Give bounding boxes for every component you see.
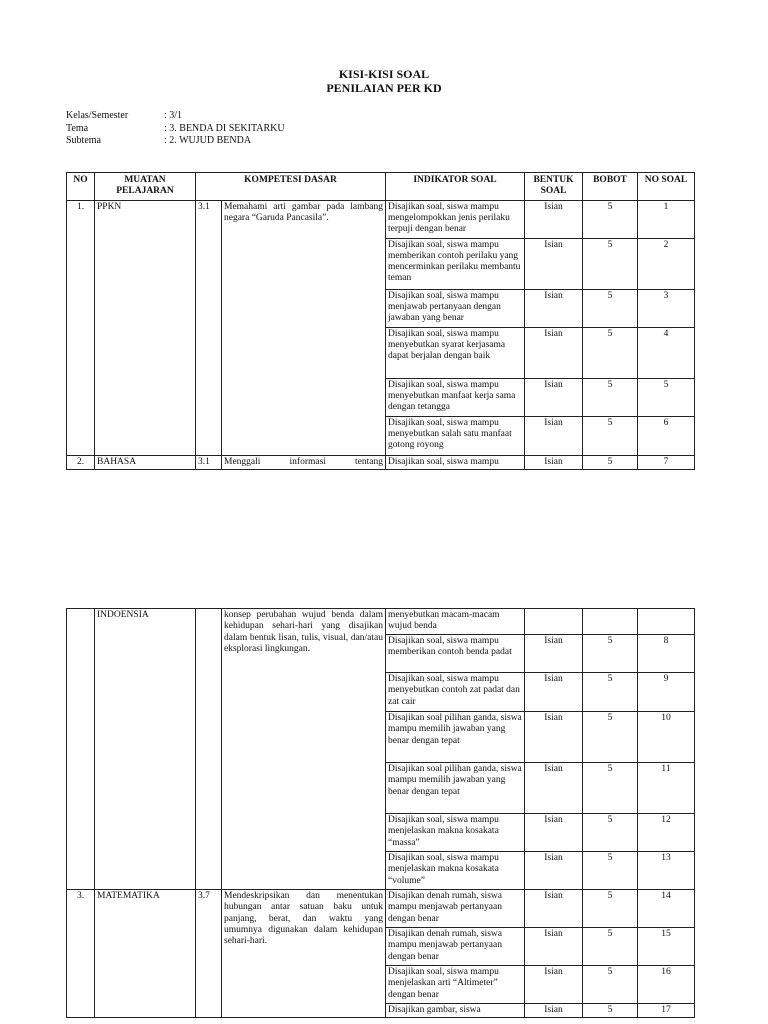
meta-label: Kelas/Semester [66, 110, 129, 121]
indikator-cell: Disajikan soal, siswa mampu menyebutkan manfaat kerja sama dengan tetangga [386, 378, 525, 416]
bobot-cell: 5 [583, 635, 638, 673]
bentuk-cell: Isian [525, 928, 583, 966]
kd-number: 3.1 [196, 455, 222, 469]
nosoal-cell: 12 [638, 814, 695, 852]
bobot-cell: 5 [583, 378, 638, 416]
subject-muatan: PPKN [95, 200, 196, 455]
bentuk-cell: Isian [525, 455, 583, 469]
bobot-cell: 5 [583, 712, 638, 763]
bentuk-cell [525, 609, 583, 635]
subject-muatan: BAHASA [95, 455, 196, 469]
nosoal-cell: 9 [638, 673, 695, 712]
bentuk-cell: Isian [525, 416, 583, 455]
meta-label: Subtema [66, 135, 101, 146]
subject-no: 1. [67, 200, 95, 455]
subject-no: 3. [67, 890, 95, 1018]
bobot-cell: 5 [583, 814, 638, 852]
document-title: KISI-KISI SOAL [338, 67, 430, 81]
bobot-cell: 5 [583, 673, 638, 712]
indikator-cell: Disajikan gambar, siswa [386, 1004, 525, 1018]
bentuk-cell: Isian [525, 890, 583, 928]
bentuk-cell: Isian [525, 763, 583, 814]
bentuk-cell: Isian [525, 327, 583, 378]
indikator-cell: Disajikan soal, siswa mampu memberikan contoh perilaku yang mencerminkan perilaku membantu teman [386, 238, 525, 289]
bobot-cell: 5 [583, 1004, 638, 1018]
bentuk-cell: Isian [525, 852, 583, 890]
nosoal-cell: 4 [638, 327, 695, 378]
document-subtitle: PENILAIAN PER KD [326, 81, 442, 95]
bobot-cell: 5 [583, 416, 638, 455]
bobot-cell: 5 [583, 763, 638, 814]
bentuk-cell: Isian [525, 1004, 583, 1018]
bentuk-cell: Isian [525, 289, 583, 327]
indikator-cell: Disajikan soal, siswa mampu menyebutkan syarat kerjasama dapat berjalan dengan baik [386, 327, 525, 378]
indikator-cell: Disajikan soal, siswa mampu [386, 455, 525, 469]
kd-number: 3.7 [196, 890, 222, 1018]
bobot-cell: 5 [583, 238, 638, 289]
bentuk-cell: Isian [525, 814, 583, 852]
indikator-cell: Disajikan denah rumah, siswa mampu menjawab pertanyaan dengan benar [386, 928, 525, 966]
table-row [67, 609, 695, 635]
nosoal-cell: 2 [638, 238, 695, 289]
bobot-cell: 5 [583, 890, 638, 928]
table-row [67, 200, 695, 238]
header-no: NO [67, 173, 95, 201]
indikator-cell: Disajikan denah rumah, siswa mampu menjawab pertanyaan dengan benar [386, 890, 525, 928]
nosoal-cell: 16 [638, 966, 695, 1004]
bentuk-cell: Isian [525, 673, 583, 712]
meta-value: : 3. BENDA DI SEKITARKU [164, 122, 285, 134]
subject-muatan: INDOENSIA [95, 609, 196, 890]
bentuk-cell: Isian [525, 712, 583, 763]
bobot-cell: 5 [583, 928, 638, 966]
nosoal-cell [638, 609, 695, 635]
meta-row-tema [66, 123, 285, 136]
nosoal-cell: 13 [638, 852, 695, 890]
indikator-cell: Disajikan soal, siswa mampu menjelaskan makna kosakata “volume” [386, 852, 525, 890]
nosoal-cell: 3 [638, 289, 695, 327]
indikator-cell: Disajikan soal, siswa mampu menjelaskan arti “Altimeter” dengan benar [386, 966, 525, 1004]
nosoal-cell: 1 [638, 200, 695, 238]
kd-description: Menggali informasi tentang [222, 455, 386, 469]
bentuk-cell: Isian [525, 378, 583, 416]
meta-row-kelas [66, 110, 285, 123]
nosoal-cell: 7 [638, 455, 695, 469]
indikator-cell: Disajikan soal, siswa mampu mengelompokkan jenis perilaku terpuji dengan benar [386, 200, 525, 238]
nosoal-cell: 8 [638, 635, 695, 673]
kd-number: 3.1 [196, 200, 222, 455]
indikator-cell: Disajikan soal, siswa mampu memberikan contoh benda padat [386, 635, 525, 673]
kd-number [196, 609, 222, 890]
meta-label: Tema [66, 122, 89, 134]
kisi-table-page-1 [66, 172, 695, 470]
kisi-table-page-2 [66, 608, 695, 1018]
document-meta [66, 110, 285, 148]
nosoal-cell: 6 [638, 416, 695, 455]
nosoal-cell: 5 [638, 378, 695, 416]
header-bobot: BOBOT [583, 173, 638, 201]
bobot-cell: 5 [583, 966, 638, 1004]
nosoal-cell: 11 [638, 763, 695, 814]
table-row [67, 455, 695, 469]
bentuk-cell: Isian [525, 966, 583, 1004]
header-nosoal: NO SOAL [638, 173, 695, 201]
bentuk-cell: Isian [525, 635, 583, 673]
indikator-cell: Disajikan soal pilihan ganda, siswa mampu memilih jawaban yang benar dengan tepat [386, 763, 525, 814]
indikator-cell: Disajikan soal, siswa mampu menyebutkan salah satu manfaat gotong royong [386, 416, 525, 455]
meta-value: : 2. WUJUD BENDA [164, 135, 252, 146]
bentuk-cell: Isian [525, 238, 583, 289]
subject-no: 2. [67, 455, 95, 469]
subject-muatan: MATEMATIKA [95, 890, 196, 1018]
meta-row-subtema [66, 135, 285, 148]
header-kd: KOMPETESI DASAR [196, 173, 386, 201]
nosoal-cell: 17 [638, 1004, 695, 1018]
indikator-cell: menyebutkan macam-macam wujud benda [386, 609, 525, 635]
kd-description: Memahami arti gambar pada lambang negara “Garuda Pancasila”. [222, 200, 386, 455]
bobot-cell: 5 [583, 289, 638, 327]
table-row [67, 890, 695, 928]
header-bentuk: BENTUK SOAL [525, 173, 583, 201]
bobot-cell: 5 [583, 455, 638, 469]
indikator-cell: Disajikan soal, siswa mampu menjelaskan makna kosakata “massa” [386, 814, 525, 852]
bobot-cell: 5 [583, 327, 638, 378]
nosoal-cell: 10 [638, 712, 695, 763]
nosoal-cell: 14 [638, 890, 695, 928]
header-indikator: INDIKATOR SOAL [386, 173, 525, 201]
bentuk-cell: Isian [525, 200, 583, 238]
bobot-cell [583, 609, 638, 635]
indikator-cell: Disajikan soal, siswa mampu menyebutkan contoh zat padat dan zat cair [386, 673, 525, 712]
nosoal-cell: 15 [638, 928, 695, 966]
kd-description: Mendeskripsikan dan menentukan hubungan antar satuan baku untuk panjang, berat, dan waktu yang umumnya digunakan dalam kehidupan sehari-hari. [222, 890, 386, 1018]
bobot-cell: 5 [583, 200, 638, 238]
header-muatan: MUATAN PELAJARAN [95, 173, 196, 201]
subject-no [67, 609, 95, 890]
table-header-row [67, 173, 695, 201]
bobot-cell: 5 [583, 852, 638, 890]
meta-value: : 3/1 [164, 110, 183, 121]
kd-description: konsep perubahan wujud benda dalam kehidupan sehari-hari yang disajikan dalam bentuk lisan, tulis, visual, dan/atau eksplorasi lingkungan. [222, 609, 386, 890]
indikator-cell: Disajikan soal, siswa mampu menjawab pertanyaan dengan jawaban yang benar [386, 289, 525, 327]
indikator-cell: Disajikan soal pilihan ganda, siswa mampu memilih jawaban yang benar dengan tepat [386, 712, 525, 763]
